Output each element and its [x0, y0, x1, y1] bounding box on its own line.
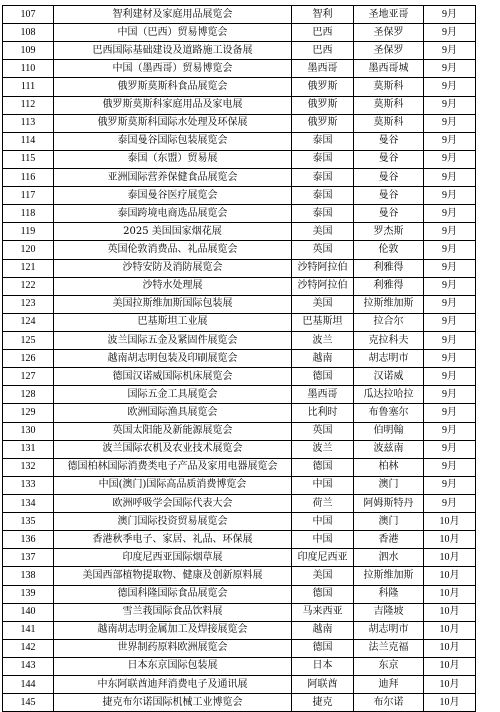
- table-row: [3, 458, 476, 476]
- row-number-cell: 117: [3, 187, 54, 205]
- month-cell: 10月: [424, 513, 476, 531]
- city-cell: 布鲁塞尔: [354, 404, 424, 422]
- exhibition-name-cell: 泰国曼谷医疗展览会: [54, 187, 292, 205]
- city-cell: 伯明翰: [354, 422, 424, 440]
- country-cell: 泰国: [292, 150, 354, 168]
- city-cell: 曼谷: [354, 187, 424, 205]
- row-number-cell: 133: [3, 476, 54, 494]
- month-cell: 9月: [424, 404, 476, 422]
- row-number-cell: 130: [3, 422, 54, 440]
- country-cell: 德国: [292, 639, 354, 657]
- city-cell: 莫斯科: [354, 78, 424, 96]
- table-row: [3, 567, 476, 585]
- exhibition-name-cell: 印度尼西亚国际烟草展: [54, 549, 292, 567]
- exhibition-name-cell: 泰国跨境电商选品展览会: [54, 205, 292, 223]
- city-cell: 胡志明市: [354, 350, 424, 368]
- row-number-cell: 128: [3, 386, 54, 404]
- exhibition-name-cell: 泰国（东盟）贸易展: [54, 150, 292, 168]
- city-cell: 莫斯科: [354, 114, 424, 132]
- exhibition-name-cell: 俄罗斯莫斯科食品展览会: [54, 78, 292, 96]
- exhibition-name-cell: 沙特水处理展: [54, 277, 292, 295]
- row-number-cell: 124: [3, 313, 54, 331]
- exhibition-table: [2, 5, 476, 712]
- table-row: [3, 24, 476, 42]
- exhibition-name-cell: 世界制药原料欧洲展览会: [54, 639, 292, 657]
- table-row: [3, 78, 476, 96]
- row-number-cell: 125: [3, 331, 54, 349]
- month-cell: 10月: [424, 585, 476, 603]
- row-number-cell: 132: [3, 458, 54, 476]
- table-row: [3, 621, 476, 639]
- country-cell: 比利时: [292, 404, 354, 422]
- table-row: [3, 440, 476, 458]
- table-row: [3, 368, 476, 386]
- table-row: [3, 6, 476, 24]
- row-number-cell: 107: [3, 6, 54, 24]
- month-cell: 10月: [424, 531, 476, 549]
- exhibition-name-cell: 沙特安防及消防展览会: [54, 259, 292, 277]
- month-cell: 10月: [424, 639, 476, 657]
- month-cell: 9月: [424, 259, 476, 277]
- month-cell: 9月: [424, 350, 476, 368]
- exhibition-name-cell: 捷克布尔诺国际机械工业博览会: [54, 694, 292, 712]
- month-cell: 9月: [424, 114, 476, 132]
- table-row: [3, 241, 476, 259]
- city-cell: 柏林: [354, 458, 424, 476]
- table-row: [3, 168, 476, 186]
- table-row: [3, 313, 476, 331]
- city-cell: 澳门: [354, 476, 424, 494]
- exhibition-name-cell: 雪兰莪国际食品饮料展: [54, 603, 292, 621]
- exhibition-name-cell: 2025 美国国家烟花展: [54, 223, 292, 241]
- table-row: [3, 585, 476, 603]
- month-cell: 9月: [424, 132, 476, 150]
- city-cell: 利雅得: [354, 277, 424, 295]
- country-cell: 泰国: [292, 205, 354, 223]
- row-number-cell: 111: [3, 78, 54, 96]
- country-cell: 德国: [292, 585, 354, 603]
- month-cell: 9月: [424, 150, 476, 168]
- city-cell: 布尔诺: [354, 694, 424, 712]
- exhibition-name-cell: 中国（墨西哥）贸易博览会: [54, 60, 292, 78]
- country-cell: 美国: [292, 567, 354, 585]
- city-cell: 圣保罗: [354, 24, 424, 42]
- city-cell: 澳门: [354, 513, 424, 531]
- country-cell: 越南: [292, 621, 354, 639]
- country-cell: 日本: [292, 657, 354, 675]
- month-cell: 9月: [424, 96, 476, 114]
- row-number-cell: 143: [3, 657, 54, 675]
- country-cell: 中国: [292, 476, 354, 494]
- table-row: [3, 259, 476, 277]
- month-cell: 9月: [424, 386, 476, 404]
- row-number-cell: 122: [3, 277, 54, 295]
- month-cell: 9月: [424, 277, 476, 295]
- exhibition-name-cell: 德国柏林国际消费类电子产品及家用电器展览会: [54, 458, 292, 476]
- exhibition-name-cell: 亚洲国际营养保健食品展览会: [54, 168, 292, 186]
- city-cell: 曼谷: [354, 168, 424, 186]
- table-row: [3, 187, 476, 205]
- table-row: [3, 205, 476, 223]
- table-row: [3, 494, 476, 512]
- city-cell: 圣保罗: [354, 42, 424, 60]
- exhibition-name-cell: 德国汉诺威国际机床展览会: [54, 368, 292, 386]
- city-cell: 汉诺威: [354, 368, 424, 386]
- month-cell: 9月: [424, 313, 476, 331]
- row-number-cell: 126: [3, 350, 54, 368]
- month-cell: 9月: [424, 241, 476, 259]
- exhibition-name-cell: 巴西国际基础建设及道路施工设备展: [54, 42, 292, 60]
- table-row: [3, 96, 476, 114]
- country-cell: 英国: [292, 241, 354, 259]
- city-cell: 罗杰斯: [354, 223, 424, 241]
- table-row: [3, 476, 476, 494]
- country-cell: 波兰: [292, 331, 354, 349]
- exhibition-name-cell: 俄罗斯莫斯科家庭用品及家电展: [54, 96, 292, 114]
- country-cell: 英国: [292, 422, 354, 440]
- month-cell: 9月: [424, 187, 476, 205]
- row-number-cell: 109: [3, 42, 54, 60]
- row-number-cell: 141: [3, 621, 54, 639]
- row-number-cell: 144: [3, 676, 54, 694]
- row-number-cell: 137: [3, 549, 54, 567]
- month-cell: 9月: [424, 422, 476, 440]
- exhibition-name-cell: 越南胡志明包装及印刷展览会: [54, 350, 292, 368]
- city-cell: 曼谷: [354, 150, 424, 168]
- country-cell: 德国: [292, 458, 354, 476]
- table-row: [3, 350, 476, 368]
- exhibition-name-cell: 英国伦敦消费品、礼品展览会: [54, 241, 292, 259]
- table-row: [3, 639, 476, 657]
- city-cell: 曼谷: [354, 205, 424, 223]
- country-cell: 中国: [292, 513, 354, 531]
- country-cell: 德国: [292, 368, 354, 386]
- row-number-cell: 139: [3, 585, 54, 603]
- month-cell: 10月: [424, 549, 476, 567]
- month-cell: 9月: [424, 60, 476, 78]
- exhibition-name-cell: 欧洲呼吸学会国际代表大会: [54, 494, 292, 512]
- city-cell: 拉斯维加斯: [354, 295, 424, 313]
- country-cell: 印度尼西亚: [292, 549, 354, 567]
- city-cell: 克拉科夫: [354, 331, 424, 349]
- country-cell: 泰国: [292, 132, 354, 150]
- exhibition-name-cell: 国际五金工具展览会: [54, 386, 292, 404]
- country-cell: 墨西哥: [292, 60, 354, 78]
- country-cell: 巴西: [292, 24, 354, 42]
- row-number-cell: 120: [3, 241, 54, 259]
- row-number-cell: 138: [3, 567, 54, 585]
- table-row: [3, 513, 476, 531]
- exhibition-name-cell: 日本东京国际包装展: [54, 657, 292, 675]
- country-cell: 智利: [292, 6, 354, 24]
- table-row: [3, 404, 476, 422]
- country-cell: 沙特阿拉伯: [292, 259, 354, 277]
- row-number-cell: 121: [3, 259, 54, 277]
- month-cell: 9月: [424, 42, 476, 60]
- month-cell: 9月: [424, 368, 476, 386]
- city-cell: 香港: [354, 531, 424, 549]
- row-number-cell: 127: [3, 368, 54, 386]
- city-cell: 伦敦: [354, 241, 424, 259]
- row-number-cell: 115: [3, 150, 54, 168]
- table-row: [3, 295, 476, 313]
- row-number-cell: 142: [3, 639, 54, 657]
- exhibition-name-cell: 俄罗斯莫斯科国际水处理及环保展: [54, 114, 292, 132]
- month-cell: 9月: [424, 24, 476, 42]
- country-cell: 马来西亚: [292, 603, 354, 621]
- table-row: [3, 531, 476, 549]
- exhibition-table-body: [3, 6, 476, 712]
- month-cell: 9月: [424, 78, 476, 96]
- row-number-cell: 135: [3, 513, 54, 531]
- table-row: [3, 277, 476, 295]
- exhibition-name-cell: 中东阿联酋迪拜消费电子及通讯展: [54, 676, 292, 694]
- month-cell: 9月: [424, 168, 476, 186]
- city-cell: 莫斯科: [354, 96, 424, 114]
- month-cell: 9月: [424, 205, 476, 223]
- country-cell: 泰国: [292, 168, 354, 186]
- country-cell: 俄罗斯: [292, 96, 354, 114]
- country-cell: 美国: [292, 295, 354, 313]
- exhibition-name-cell: 波兰国际五金及紧固件展览会: [54, 331, 292, 349]
- country-cell: 中国: [292, 531, 354, 549]
- row-number-cell: 108: [3, 24, 54, 42]
- exhibition-name-cell: 澳门国际投资贸易展览会: [54, 513, 292, 531]
- city-cell: 波兹南: [354, 440, 424, 458]
- table-row: [3, 422, 476, 440]
- table-row: [3, 132, 476, 150]
- exhibition-name-cell: 香港秋季电子、家居、礼品、环保展: [54, 531, 292, 549]
- row-number-cell: 110: [3, 60, 54, 78]
- month-cell: 10月: [424, 603, 476, 621]
- row-number-cell: 123: [3, 295, 54, 313]
- country-cell: 捷克: [292, 694, 354, 712]
- month-cell: 9月: [424, 476, 476, 494]
- country-cell: 波兰: [292, 440, 354, 458]
- table-row: [3, 60, 476, 78]
- city-cell: 曼谷: [354, 132, 424, 150]
- country-cell: 泰国: [292, 187, 354, 205]
- city-cell: 圣地亚哥: [354, 6, 424, 24]
- month-cell: 9月: [424, 494, 476, 512]
- city-cell: 拉斯维加斯: [354, 567, 424, 585]
- country-cell: 沙特阿拉伯: [292, 277, 354, 295]
- row-number-cell: 129: [3, 404, 54, 422]
- row-number-cell: 116: [3, 168, 54, 186]
- month-cell: 9月: [424, 6, 476, 24]
- city-cell: 阿姆斯特丹: [354, 494, 424, 512]
- table-row: [3, 603, 476, 621]
- exhibition-name-cell: 智利建材及家庭用品展览会: [54, 6, 292, 24]
- exhibition-name-cell: 欧洲国际渔具展览会: [54, 404, 292, 422]
- country-cell: 巴西: [292, 42, 354, 60]
- country-cell: 巴基斯坦: [292, 313, 354, 331]
- city-cell: 科隆: [354, 585, 424, 603]
- row-number-cell: 113: [3, 114, 54, 132]
- country-cell: 荷兰: [292, 494, 354, 512]
- row-number-cell: 136: [3, 531, 54, 549]
- table-row: [3, 331, 476, 349]
- exhibition-name-cell: 美国西部植物提取物、健康及创新原料展: [54, 567, 292, 585]
- row-number-cell: 131: [3, 440, 54, 458]
- city-cell: 吉隆坡: [354, 603, 424, 621]
- exhibition-name-cell: 美国拉斯维加斯国际包装展: [54, 295, 292, 313]
- table-row: [3, 694, 476, 712]
- country-cell: 墨西哥: [292, 386, 354, 404]
- month-cell: 10月: [424, 567, 476, 585]
- month-cell: 10月: [424, 694, 476, 712]
- exhibition-name-cell: 中国（巴西）贸易博览会: [54, 24, 292, 42]
- exhibition-name-cell: 中国(澳门)国际高品质消费博览会: [54, 476, 292, 494]
- table-row: [3, 223, 476, 241]
- table-row: [3, 386, 476, 404]
- table-row: [3, 150, 476, 168]
- country-cell: 阿联酋: [292, 676, 354, 694]
- country-cell: 美国: [292, 223, 354, 241]
- month-cell: 10月: [424, 657, 476, 675]
- city-cell: 胡志明市: [354, 621, 424, 639]
- table-row: [3, 114, 476, 132]
- city-cell: 泗水: [354, 549, 424, 567]
- exhibition-name-cell: 巴基斯坦工业展: [54, 313, 292, 331]
- table-row: [3, 42, 476, 60]
- exhibition-name-cell: 波兰国际农机及农业技术展览会: [54, 440, 292, 458]
- month-cell: 9月: [424, 331, 476, 349]
- exhibition-name-cell: 德国科隆国际食品展览会: [54, 585, 292, 603]
- row-number-cell: 140: [3, 603, 54, 621]
- city-cell: 东京: [354, 657, 424, 675]
- month-cell: 9月: [424, 458, 476, 476]
- month-cell: 9月: [424, 295, 476, 313]
- city-cell: 墨西哥城: [354, 60, 424, 78]
- table-row: [3, 657, 476, 675]
- row-number-cell: 119: [3, 223, 54, 241]
- month-cell: 9月: [424, 223, 476, 241]
- city-cell: 瓜达拉哈拉: [354, 386, 424, 404]
- row-number-cell: 118: [3, 205, 54, 223]
- exhibition-name-cell: 泰国曼谷国际包装展览会: [54, 132, 292, 150]
- city-cell: 迪拜: [354, 676, 424, 694]
- country-cell: 越南: [292, 350, 354, 368]
- month-cell: 9月: [424, 440, 476, 458]
- city-cell: 法兰克福: [354, 639, 424, 657]
- city-cell: 利雅得: [354, 259, 424, 277]
- country-cell: 俄罗斯: [292, 114, 354, 132]
- city-cell: 拉合尔: [354, 313, 424, 331]
- row-number-cell: 112: [3, 96, 54, 114]
- row-number-cell: 114: [3, 132, 54, 150]
- row-number-cell: 145: [3, 694, 54, 712]
- month-cell: 10月: [424, 676, 476, 694]
- exhibition-name-cell: 越南胡志明金属加工及焊接展览会: [54, 621, 292, 639]
- table-row: [3, 676, 476, 694]
- month-cell: 10月: [424, 621, 476, 639]
- row-number-cell: 134: [3, 494, 54, 512]
- table-row: [3, 549, 476, 567]
- exhibition-name-cell: 英国太阳能及新能源展览会: [54, 422, 292, 440]
- country-cell: 俄罗斯: [292, 78, 354, 96]
